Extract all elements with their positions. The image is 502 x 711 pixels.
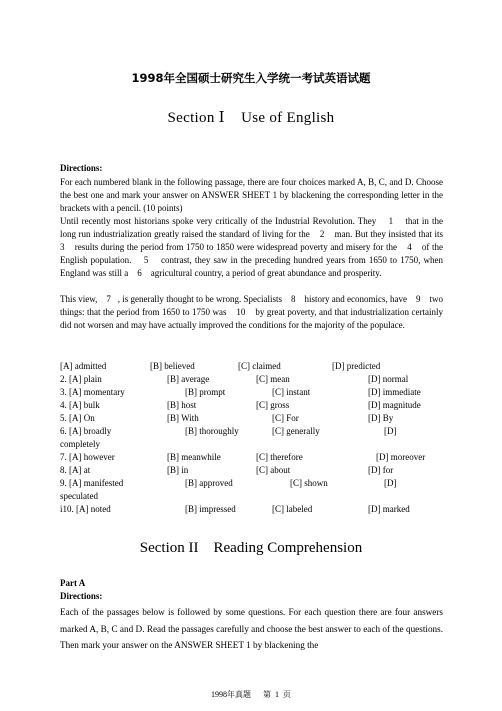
option-row bbox=[60, 504, 443, 517]
option: 7. [A] however bbox=[60, 452, 115, 462]
part-a-label: Part A bbox=[60, 578, 86, 588]
option-row bbox=[60, 387, 443, 400]
option: [C] shown bbox=[290, 478, 328, 488]
option: [C] gross bbox=[256, 400, 290, 410]
option-row bbox=[60, 491, 443, 504]
option: [C] labeled bbox=[272, 504, 313, 514]
option: 4. [A] bulk bbox=[60, 400, 100, 410]
option: 9. [A] manifested bbox=[60, 478, 124, 488]
option: [D] immediate bbox=[368, 387, 421, 397]
option: [B] thoroughly bbox=[185, 426, 239, 436]
option: [D] for bbox=[368, 465, 394, 475]
section-2-heading: Section II Reading Comprehension bbox=[139, 540, 363, 556]
passage-paragraph-1: Until recently most historians spoke very critically of the Industrial Revolution. They 1 that in the long run industrialization greatly raised the standard of living for the 2 man. But they insisted that its 3 results during the period from 1750 to 1850 were widespread poverty and misery for the 4 of the English population. 5 contrast, they saw in the preceding hundred years from 1650 to 1750, when England was still a 6 agricultural country, a period of great abundance and prosperity. bbox=[60, 216, 452, 278]
option: [D] bbox=[384, 478, 397, 488]
option: [B] prompt bbox=[185, 387, 226, 397]
option: 3. [A] momentary bbox=[60, 387, 125, 397]
option: 5. [A] On bbox=[60, 413, 95, 423]
page-footer: 1998年真题 第 1 页 bbox=[211, 690, 291, 699]
option: [B] impressed bbox=[185, 504, 236, 514]
option: i10. [A] noted bbox=[60, 504, 111, 514]
option: [D] By bbox=[368, 413, 394, 423]
option: [B] believed bbox=[150, 361, 195, 371]
option: [C] claimed bbox=[238, 361, 281, 371]
option-row bbox=[60, 400, 443, 413]
directions-label: Directions: bbox=[60, 163, 103, 173]
directions-text: For each numbered blank in the following passage, there are four choices marked A, B, C, and D. Choose the best one and mark your answer on ANSWER SHEET 1 by blackening the corresponding letter in the brackets with a pencil. (10 points) bbox=[60, 177, 443, 213]
option-row bbox=[60, 413, 443, 426]
option-row bbox=[60, 452, 443, 465]
option: [C] instant bbox=[272, 387, 311, 397]
option: [C] therefore bbox=[256, 452, 303, 462]
option: [C] mean bbox=[256, 374, 290, 384]
option: [A] admitted bbox=[60, 361, 107, 371]
option: [C] For bbox=[272, 413, 299, 423]
option-row bbox=[60, 426, 443, 439]
option: [B] meanwhile bbox=[167, 452, 221, 462]
option: [C] generally bbox=[272, 426, 320, 436]
option: [C] about bbox=[256, 465, 291, 475]
answer-options bbox=[60, 361, 443, 517]
option: [B] host bbox=[167, 400, 197, 410]
option: [D] moreover bbox=[376, 452, 426, 462]
option: [D] magnitude bbox=[368, 400, 421, 410]
option: [D] normal bbox=[368, 374, 409, 384]
directions-2-text: Each of the passages below is followed by some questions. For each question there are four answers marked A, B, C and D. Read the passages carefully and choose the best answer to each of the questions. Then mark your answer on the ANSWER SHEET 1 by blackening the bbox=[60, 607, 443, 650]
option: [D] marked bbox=[368, 504, 410, 514]
option-row bbox=[60, 361, 443, 374]
option: speculated bbox=[60, 491, 98, 501]
option-row bbox=[60, 374, 443, 387]
option: 8. [A] at bbox=[60, 465, 91, 475]
section-1-heading: Section Ⅰ Use of English bbox=[167, 110, 335, 126]
option: [D] bbox=[384, 426, 397, 436]
option: 2. [A] plain bbox=[60, 374, 102, 384]
option: [D] predicted bbox=[332, 361, 381, 371]
option-row bbox=[60, 465, 443, 478]
passage-paragraph-2: This view, 7 , is generally thought to be wrong. Specialists 8 history and economics, have 9 two things: that the period from 1650 to 1750 was 10 by great poverty, and that industrialization certainly did not worsen and may have actually improved the conditions for the majority of the populace. bbox=[60, 294, 446, 330]
option-row bbox=[60, 439, 443, 452]
page-title: 1998年全国硕士研究生入学统一考试英语试题 bbox=[131, 71, 371, 85]
option: [B] With bbox=[167, 413, 199, 423]
option: completely bbox=[60, 439, 100, 449]
option-row bbox=[60, 478, 443, 491]
option: [B] average bbox=[167, 374, 210, 384]
option: 6. [A] broadly bbox=[60, 426, 112, 436]
directions-2-label: Directions: bbox=[60, 591, 103, 601]
option: [B] approved bbox=[185, 478, 233, 488]
option: [B] in bbox=[167, 465, 189, 475]
